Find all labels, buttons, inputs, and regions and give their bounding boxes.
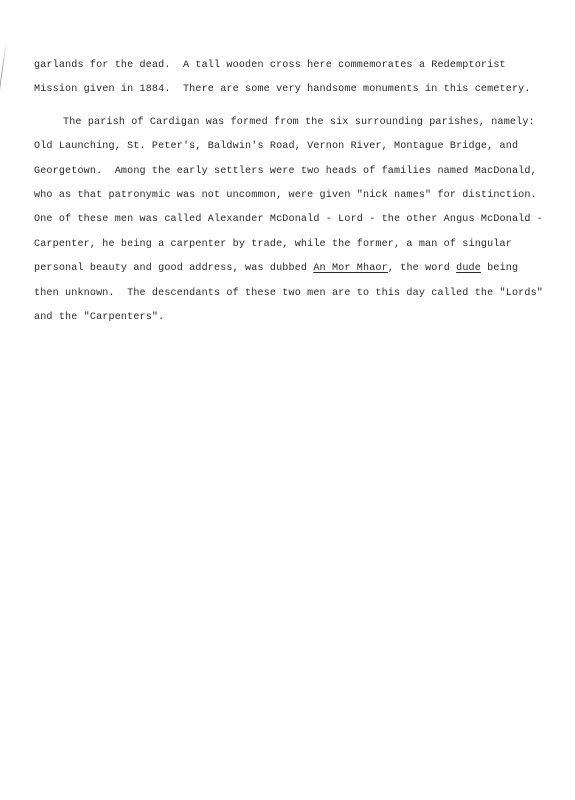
- paragraph-2-line-6: Carpenter, he being a carpenter by trade, while the former, a man of singular: [34, 238, 512, 250]
- underlined-term-dude: dude: [456, 263, 481, 275]
- page-edge-mark: [0, 40, 7, 189]
- line-7-text-3: being: [480, 263, 519, 275]
- paragraph-2-line-7: [34, 257, 554, 281]
- paragraph-1-line-2: Mission given in 1884. There are some very handsome monuments in this cemetery.: [34, 84, 531, 96]
- paragraph-2-line-4: who as that patronymic was not uncommon, were given "nick names" for distinction.: [34, 189, 537, 201]
- paragraph-gap: [34, 103, 554, 111]
- document-text: [34, 54, 554, 330]
- paragraph-2-line-5: One of these men was called Alexander McDonald - Lord - the other Angus McDonald -: [34, 214, 543, 226]
- paragraph-2-line-1: The parish of Cardigan was formed from the six surrounding parishes, namely:: [63, 116, 535, 128]
- line-7-text-1: personal beauty and good address, was dubbed: [34, 263, 314, 275]
- line-7-text-2: , the word: [387, 263, 457, 275]
- paragraph-2-line-3: Georgetown. Among the early settlers were two heads of families named MacDonald,: [34, 165, 537, 177]
- paragraph-1-line-1: garlands for the dead. A tall wooden cross here commemorates a Redemptorist: [34, 60, 506, 71]
- paragraph-2-line-2: Old Launching, St. Peter's, Baldwin's Road, Vernon River, Montague Bridge, and: [34, 141, 519, 153]
- paragraph-2-line-9: and the "Carpenters".: [34, 311, 165, 323]
- underlined-term-an-mor-mhaor: An Mor Mhaor: [313, 263, 388, 275]
- paragraph-2-line-8: then unknown. The descendants of these two men are to this day called the "Lords": [34, 287, 543, 299]
